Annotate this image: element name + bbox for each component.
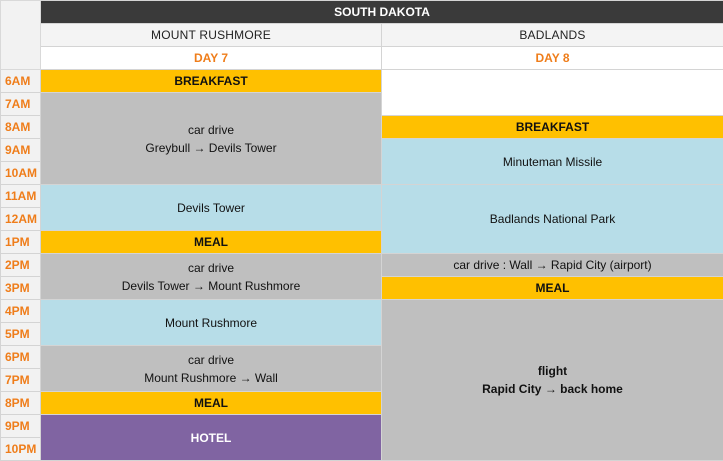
time-label: 8AM	[1, 116, 41, 139]
day8-minuteman-missile: Minuteman Missile	[382, 139, 723, 185]
time-label: 8PM	[1, 392, 41, 415]
day7-car-drive-devils-tower	[41, 254, 382, 300]
day7-devils-tower: Devils Tower	[41, 185, 382, 231]
day8-badlands-national-park: Badlands National Park	[382, 185, 723, 254]
corner-cell	[1, 1, 41, 70]
activity-title: car drive	[187, 260, 234, 275]
activity-route: Rapid City → back home	[482, 382, 623, 396]
time-label: 12AM	[1, 208, 41, 231]
day8-meal: MEAL	[382, 277, 723, 300]
time-label: 4PM	[1, 300, 41, 323]
time-label: 6PM	[1, 346, 41, 369]
day7-car-drive-mount-rushmore	[41, 346, 382, 392]
location-header-mount-rushmore: MOUNT RUSHMORE	[41, 24, 382, 47]
day8-car-drive-wall: car drive : Wall → Rapid City (airport)	[382, 254, 723, 277]
region-header: SOUTH DAKOTA	[41, 1, 723, 24]
day7-breakfast: BREAKFAST	[41, 70, 382, 93]
time-label: 6AM	[1, 70, 41, 93]
day-header-8: DAY 8	[382, 47, 723, 70]
time-label: 3PM	[1, 277, 41, 300]
day7-mount-rushmore: Mount Rushmore	[41, 300, 382, 346]
time-label: 9PM	[1, 415, 41, 438]
day8-flight	[382, 300, 723, 461]
time-label: 7PM	[1, 369, 41, 392]
time-label: 11AM	[1, 185, 41, 208]
activity-route: Greybull → Devils Tower	[145, 140, 277, 155]
location-header-badlands: BADLANDS	[382, 24, 723, 47]
day8-breakfast: BREAKFAST	[382, 116, 723, 139]
activity-title: flight	[537, 364, 568, 378]
day7-car-drive-greybull	[41, 93, 382, 185]
time-label: 1PM	[1, 231, 41, 254]
time-label: 9AM	[1, 139, 41, 162]
time-label: 10PM	[1, 438, 41, 461]
time-label: 10AM	[1, 162, 41, 185]
activity-route: Mount Rushmore → Wall	[144, 370, 278, 385]
day-header-7: DAY 7	[41, 47, 382, 70]
activity-title: car drive	[187, 352, 234, 367]
activity-route: Devils Tower → Mount Rushmore	[121, 278, 301, 293]
day7-meal-dinner: MEAL	[41, 392, 382, 415]
time-label: 7AM	[1, 93, 41, 116]
day7-hotel: HOTEL	[41, 415, 382, 461]
time-label: 2PM	[1, 254, 41, 277]
time-label: 5PM	[1, 323, 41, 346]
activity-title: car drive	[187, 122, 234, 137]
day8-empty-slot	[382, 70, 723, 116]
day7-meal-lunch: MEAL	[41, 231, 382, 254]
